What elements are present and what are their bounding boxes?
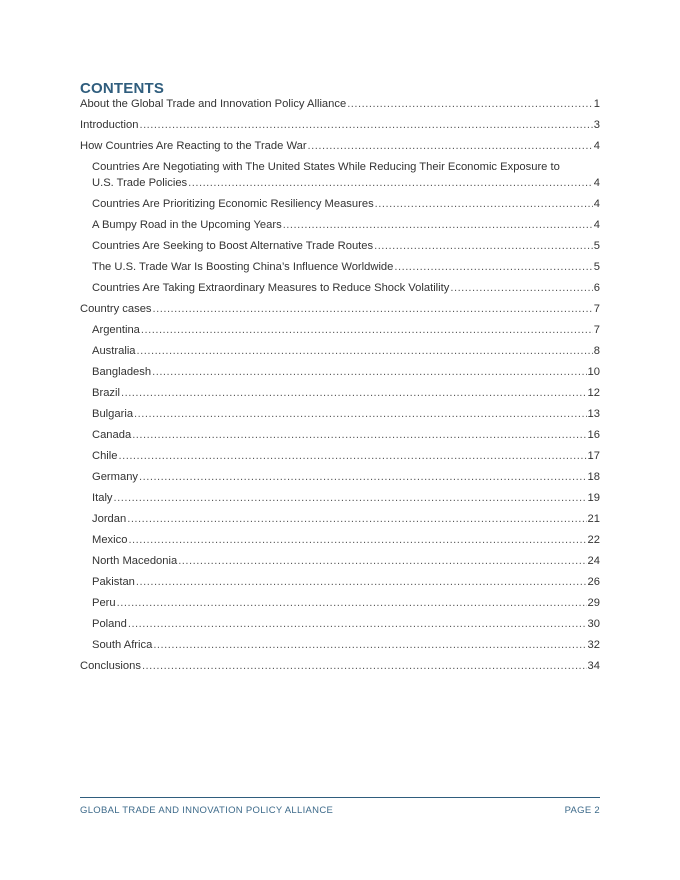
contents-heading: CONTENTS [80,80,165,97]
toc-page-number: 8 [593,345,600,357]
toc-dot-leader [152,366,586,379]
toc-page-number: 1 [593,98,600,110]
toc-entry-title: Germany [92,471,139,483]
toc-entry-north-macedonia[interactable] [80,555,600,576]
toc-entry-title: South Africa [92,639,153,651]
toc-dot-leader [374,240,593,253]
toc-entry-negotiating[interactable] [80,161,600,198]
toc-entry-title: Country cases [80,303,152,315]
toc-entry-title: Countries Are Seeking to Boost Alternative Trade Routes [92,240,374,252]
toc-page-number: 19 [587,492,600,504]
toc-entry-germany[interactable] [80,471,600,492]
toc-entry-title: A Bumpy Road in the Upcoming Years [92,219,282,231]
toc-page-number: 22 [587,534,600,546]
toc-dot-leader [137,345,593,358]
toc-page-number: 3 [593,119,600,131]
toc-entry-title: Australia [92,345,136,357]
toc-entry-title: Pakistan [92,576,135,588]
toc-dot-leader [121,387,587,400]
toc-page-number: 4 [593,177,600,189]
toc-dot-leader [139,119,592,132]
toc-dot-leader [178,555,586,568]
toc-entry-title: Mexico [92,534,128,546]
toc-entry-title: Jordan [92,513,127,525]
toc-entry-shock-volatility[interactable] [80,282,600,303]
toc-entry-title: Canada [92,429,132,441]
toc-dot-leader [132,429,586,442]
toc-entry-title: Chile [92,450,118,462]
toc-entry-china-influence[interactable] [80,261,600,282]
toc-entry-title: Poland [92,618,127,630]
toc-dot-leader [450,282,592,295]
toc-entry-argentina[interactable] [80,324,600,345]
toc-page-number: 29 [587,597,600,609]
toc-entry-poland[interactable] [80,618,600,639]
toc-entry-title: Argentina [92,324,140,336]
toc-entry-australia[interactable] [80,345,600,366]
toc-entry-title: The U.S. Trade War Is Boosting China’s Influence Worldwide [92,261,394,273]
toc-dot-leader [188,177,593,190]
toc-page-number: 4 [593,140,600,152]
toc-entry-bulgaria[interactable] [80,408,600,429]
toc-dot-leader [308,140,593,153]
toc-entry-mexico[interactable] [80,534,600,555]
toc-entry-brazil[interactable] [80,387,600,408]
toc-dot-leader [117,597,587,610]
toc-dot-leader [128,618,587,631]
toc-entry-bumpy-road[interactable] [80,219,600,240]
toc-entry-peru[interactable] [80,597,600,618]
toc-entry-resiliency[interactable] [80,198,600,219]
toc-page-number: 13 [587,408,600,420]
footer-page-number: PAGE 2 [564,805,600,816]
toc-page-number: 12 [587,387,600,399]
toc-entry-bangladesh[interactable] [80,366,600,387]
table-of-contents [80,98,600,681]
toc-entry-title: Conclusions [80,660,141,672]
toc-entry-about[interactable] [80,98,600,119]
toc-dot-leader [153,639,586,652]
toc-page-number: 5 [593,240,600,252]
toc-dot-leader [142,660,587,673]
toc-entry-introduction[interactable] [80,119,600,140]
toc-entry-title: How Countries Are Reacting to the Trade War [80,140,307,152]
toc-entry-jordan[interactable] [80,513,600,534]
toc-entry-title: Brazil [92,387,120,399]
toc-dot-leader [394,261,592,274]
toc-entry-conclusions[interactable] [80,660,600,681]
toc-page-number: 16 [587,429,600,441]
toc-entry-italy[interactable] [80,492,600,513]
toc-entry-title-line1: Countries Are Negotiating with The United States While Reducing Their Economic Exposure to [92,161,560,173]
toc-page-number: 10 [587,366,600,378]
toc-entry-pakistan[interactable] [80,576,600,597]
toc-dot-leader [153,303,593,316]
toc-dot-leader [136,576,587,589]
toc-page-number: 30 [587,618,600,630]
toc-entry-chile[interactable] [80,450,600,471]
toc-entry-country-cases[interactable] [80,303,600,324]
toc-page-number: 17 [587,450,600,462]
toc-dot-leader [114,492,587,505]
toc-dot-leader [347,98,593,111]
toc-dot-leader [283,219,593,232]
toc-entry-reacting[interactable] [80,140,600,161]
toc-entry-title: Countries Are Taking Extraordinary Measures to Reduce Shock Volatility [92,282,450,294]
toc-page-number: 26 [587,576,600,588]
toc-page-number: 4 [593,198,600,210]
toc-dot-leader [375,198,593,211]
toc-entry-title: North Macedonia [92,555,178,567]
toc-entry-title-line2: U.S. Trade Policies [92,177,188,189]
toc-dot-leader [119,450,587,463]
toc-entry-title: About the Global Trade and Innovation Policy Alliance [80,98,347,110]
toc-dot-leader [139,471,587,484]
footer-divider [80,797,600,798]
toc-page-number: 24 [587,555,600,567]
toc-page-number: 7 [593,324,600,336]
toc-entry-title: Bulgaria [92,408,134,420]
toc-dot-leader [128,534,586,547]
toc-entry-canada[interactable] [80,429,600,450]
footer-organization: GLOBAL TRADE AND INNOVATION POLICY ALLIANCE [80,805,334,816]
toc-dot-leader [141,324,593,337]
toc-dot-leader [127,513,586,526]
toc-page-number: 18 [587,471,600,483]
toc-page-number: 6 [593,282,600,294]
toc-entry-trade-routes[interactable] [80,240,600,261]
toc-entry-title: Italy [92,492,113,504]
toc-entry-title: Peru [92,597,116,609]
toc-dot-leader [134,408,587,421]
toc-entry-title: Introduction [80,119,139,131]
toc-entry-south-africa[interactable] [80,639,600,660]
toc-entry-title: Bangladesh [92,366,152,378]
toc-page-number: 4 [593,219,600,231]
toc-page-number: 32 [587,639,600,651]
toc-page-number: 5 [593,261,600,273]
toc-entry-title: Countries Are Prioritizing Economic Resiliency Measures [92,198,374,210]
toc-page-number: 21 [587,513,600,525]
toc-page-number: 34 [587,660,600,672]
toc-page-number: 7 [593,303,600,315]
